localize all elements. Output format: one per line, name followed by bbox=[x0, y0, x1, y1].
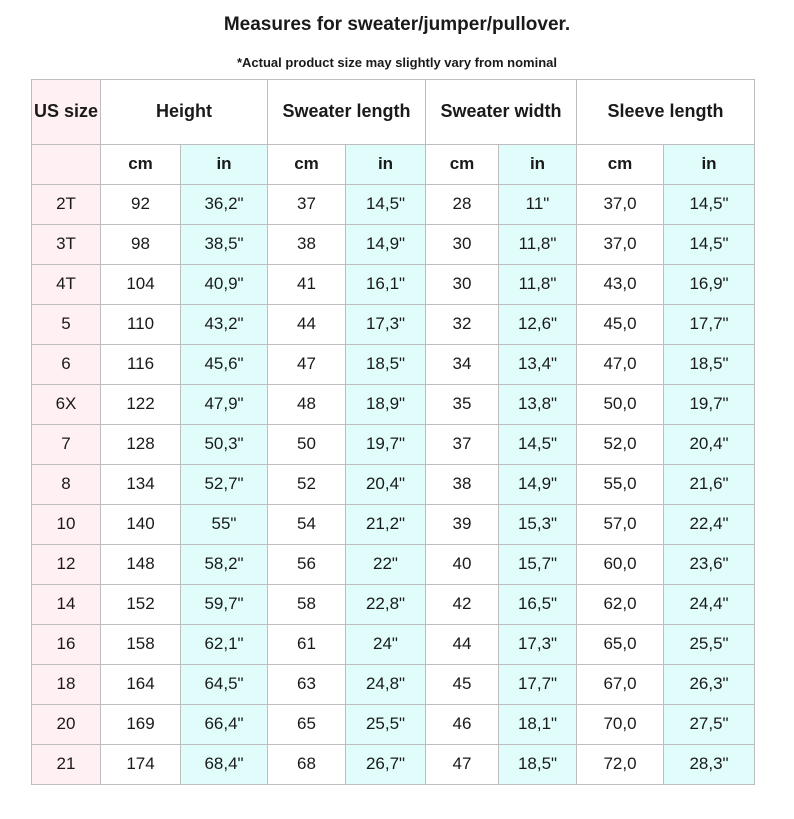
unit-width-cm: cm bbox=[426, 145, 499, 185]
cell-height-cm: 92 bbox=[101, 185, 181, 225]
cell-length-in: 16,1" bbox=[346, 265, 426, 305]
cell-height-in: 43,2" bbox=[181, 305, 268, 345]
unit-height-cm: cm bbox=[101, 145, 181, 185]
cell-width-in: 11,8" bbox=[499, 225, 577, 265]
cell-height-cm: 174 bbox=[101, 745, 181, 785]
table-row bbox=[32, 225, 755, 265]
cell-length-cm: 50 bbox=[268, 425, 346, 465]
unit-height-in: in bbox=[181, 145, 268, 185]
cell-length-cm: 54 bbox=[268, 505, 346, 545]
cell-width-cm: 38 bbox=[426, 465, 499, 505]
cell-size: 12 bbox=[32, 545, 101, 585]
cell-sleeve-cm: 50,0 bbox=[577, 385, 664, 425]
unit-sleeve-cm: cm bbox=[577, 145, 664, 185]
cell-size: 3T bbox=[32, 225, 101, 265]
unit-length-in: in bbox=[346, 145, 426, 185]
cell-sleeve-cm: 70,0 bbox=[577, 705, 664, 745]
unit-width-in: in bbox=[499, 145, 577, 185]
table-row bbox=[32, 465, 755, 505]
cell-sleeve-in: 18,5" bbox=[664, 345, 755, 385]
cell-width-in: 18,1" bbox=[499, 705, 577, 745]
cell-size: 16 bbox=[32, 625, 101, 665]
cell-length-in: 18,9" bbox=[346, 385, 426, 425]
cell-sleeve-cm: 47,0 bbox=[577, 345, 664, 385]
header-sleeve-length: Sleeve length bbox=[577, 80, 755, 145]
cell-height-in: 55" bbox=[181, 505, 268, 545]
cell-height-cm: 169 bbox=[101, 705, 181, 745]
unit-sleeve-in: in bbox=[664, 145, 755, 185]
cell-length-in: 24" bbox=[346, 625, 426, 665]
cell-length-cm: 38 bbox=[268, 225, 346, 265]
cell-sleeve-in: 19,7" bbox=[664, 385, 755, 425]
cell-sleeve-in: 26,3" bbox=[664, 665, 755, 705]
cell-size: 18 bbox=[32, 665, 101, 705]
cell-height-in: 66,4" bbox=[181, 705, 268, 745]
cell-length-in: 17,3" bbox=[346, 305, 426, 345]
cell-height-in: 45,6" bbox=[181, 345, 268, 385]
cell-width-in: 11" bbox=[499, 185, 577, 225]
cell-length-cm: 61 bbox=[268, 625, 346, 665]
cell-sleeve-cm: 72,0 bbox=[577, 745, 664, 785]
cell-size: 6X bbox=[32, 385, 101, 425]
cell-sleeve-in: 17,7" bbox=[664, 305, 755, 345]
cell-height-cm: 134 bbox=[101, 465, 181, 505]
cell-height-in: 58,2" bbox=[181, 545, 268, 585]
unit-size-blank bbox=[32, 145, 101, 185]
cell-length-in: 21,2" bbox=[346, 505, 426, 545]
cell-length-cm: 47 bbox=[268, 345, 346, 385]
cell-size: 4T bbox=[32, 265, 101, 305]
cell-height-cm: 110 bbox=[101, 305, 181, 345]
table-row bbox=[32, 545, 755, 585]
cell-length-in: 18,5" bbox=[346, 345, 426, 385]
cell-sleeve-cm: 52,0 bbox=[577, 425, 664, 465]
cell-height-cm: 140 bbox=[101, 505, 181, 545]
header-sweater-width: Sweater width bbox=[426, 80, 577, 145]
cell-sleeve-cm: 57,0 bbox=[577, 505, 664, 545]
header-row bbox=[32, 80, 755, 145]
cell-length-in: 19,7" bbox=[346, 425, 426, 465]
cell-height-in: 52,7" bbox=[181, 465, 268, 505]
cell-width-in: 15,3" bbox=[499, 505, 577, 545]
cell-height-in: 59,7" bbox=[181, 585, 268, 625]
cell-sleeve-in: 22,4" bbox=[664, 505, 755, 545]
table-row bbox=[32, 505, 755, 545]
table-row bbox=[32, 385, 755, 425]
table-row bbox=[32, 745, 755, 785]
cell-width-cm: 28 bbox=[426, 185, 499, 225]
page-subtitle: *Actual product size may slightly vary from nominal bbox=[236, 55, 558, 70]
cell-sleeve-in: 27,5" bbox=[664, 705, 755, 745]
cell-height-in: 47,9" bbox=[181, 385, 268, 425]
header-height: Height bbox=[101, 80, 268, 145]
cell-length-in: 22,8" bbox=[346, 585, 426, 625]
cell-sleeve-in: 14,5" bbox=[664, 225, 755, 265]
cell-sleeve-in: 23,6" bbox=[664, 545, 755, 585]
cell-size: 10 bbox=[32, 505, 101, 545]
cell-length-cm: 37 bbox=[268, 185, 346, 225]
cell-sleeve-cm: 43,0 bbox=[577, 265, 664, 305]
cell-length-cm: 44 bbox=[268, 305, 346, 345]
cell-sleeve-in: 28,3" bbox=[664, 745, 755, 785]
cell-width-in: 15,7" bbox=[499, 545, 577, 585]
header-sweater-length: Sweater length bbox=[268, 80, 426, 145]
cell-sleeve-cm: 67,0 bbox=[577, 665, 664, 705]
cell-width-cm: 45 bbox=[426, 665, 499, 705]
cell-width-cm: 37 bbox=[426, 425, 499, 465]
cell-width-in: 12,6" bbox=[499, 305, 577, 345]
cell-width-cm: 32 bbox=[426, 305, 499, 345]
cell-sleeve-in: 24,4" bbox=[664, 585, 755, 625]
table-row bbox=[32, 305, 755, 345]
cell-sleeve-in: 20,4" bbox=[664, 425, 755, 465]
cell-length-in: 20,4" bbox=[346, 465, 426, 505]
cell-width-in: 18,5" bbox=[499, 745, 577, 785]
cell-length-in: 24,8" bbox=[346, 665, 426, 705]
cell-height-cm: 122 bbox=[101, 385, 181, 425]
cell-width-cm: 39 bbox=[426, 505, 499, 545]
cell-width-in: 17,7" bbox=[499, 665, 577, 705]
cell-height-cm: 116 bbox=[101, 345, 181, 385]
unit-length-cm: cm bbox=[268, 145, 346, 185]
cell-size: 2T bbox=[32, 185, 101, 225]
cell-width-in: 13,4" bbox=[499, 345, 577, 385]
page-title: Measures for sweater/jumper/pullover. bbox=[223, 14, 571, 35]
cell-sleeve-in: 25,5" bbox=[664, 625, 755, 665]
cell-length-in: 25,5" bbox=[346, 705, 426, 745]
table-row bbox=[32, 705, 755, 745]
cell-height-cm: 164 bbox=[101, 665, 181, 705]
cell-size: 21 bbox=[32, 745, 101, 785]
cell-length-in: 22" bbox=[346, 545, 426, 585]
cell-width-cm: 35 bbox=[426, 385, 499, 425]
cell-sleeve-cm: 62,0 bbox=[577, 585, 664, 625]
cell-size: 7 bbox=[32, 425, 101, 465]
cell-height-cm: 128 bbox=[101, 425, 181, 465]
cell-size: 5 bbox=[32, 305, 101, 345]
cell-width-cm: 44 bbox=[426, 625, 499, 665]
cell-sleeve-in: 16,9" bbox=[664, 265, 755, 305]
cell-length-in: 14,9" bbox=[346, 225, 426, 265]
table-row bbox=[32, 345, 755, 385]
cell-height-in: 36,2" bbox=[181, 185, 268, 225]
cell-sleeve-cm: 37,0 bbox=[577, 225, 664, 265]
cell-sleeve-cm: 37,0 bbox=[577, 185, 664, 225]
cell-width-cm: 30 bbox=[426, 225, 499, 265]
size-chart-table bbox=[31, 79, 755, 785]
cell-height-cm: 98 bbox=[101, 225, 181, 265]
cell-width-in: 14,9" bbox=[499, 465, 577, 505]
cell-height-cm: 158 bbox=[101, 625, 181, 665]
cell-size: 14 bbox=[32, 585, 101, 625]
cell-length-cm: 48 bbox=[268, 385, 346, 425]
cell-height-in: 40,9" bbox=[181, 265, 268, 305]
cell-length-cm: 56 bbox=[268, 545, 346, 585]
table-row bbox=[32, 265, 755, 305]
table-row bbox=[32, 585, 755, 625]
cell-sleeve-cm: 45,0 bbox=[577, 305, 664, 345]
cell-length-in: 14,5" bbox=[346, 185, 426, 225]
cell-sleeve-cm: 55,0 bbox=[577, 465, 664, 505]
cell-size: 20 bbox=[32, 705, 101, 745]
unit-row bbox=[32, 145, 755, 185]
cell-width-in: 16,5" bbox=[499, 585, 577, 625]
cell-length-cm: 58 bbox=[268, 585, 346, 625]
cell-width-in: 14,5" bbox=[499, 425, 577, 465]
cell-height-cm: 152 bbox=[101, 585, 181, 625]
cell-sleeve-cm: 60,0 bbox=[577, 545, 664, 585]
cell-width-in: 13,8" bbox=[499, 385, 577, 425]
cell-height-cm: 148 bbox=[101, 545, 181, 585]
cell-height-in: 50,3" bbox=[181, 425, 268, 465]
table-row bbox=[32, 665, 755, 705]
cell-length-cm: 41 bbox=[268, 265, 346, 305]
cell-width-cm: 46 bbox=[426, 705, 499, 745]
cell-sleeve-cm: 65,0 bbox=[577, 625, 664, 665]
cell-length-cm: 63 bbox=[268, 665, 346, 705]
table-row bbox=[32, 425, 755, 465]
header-us-size: US size bbox=[32, 80, 101, 145]
cell-length-cm: 65 bbox=[268, 705, 346, 745]
cell-height-in: 38,5" bbox=[181, 225, 268, 265]
cell-width-in: 11,8" bbox=[499, 265, 577, 305]
cell-size: 6 bbox=[32, 345, 101, 385]
cell-sleeve-in: 14,5" bbox=[664, 185, 755, 225]
cell-length-cm: 68 bbox=[268, 745, 346, 785]
cell-height-in: 62,1" bbox=[181, 625, 268, 665]
cell-width-in: 17,3" bbox=[499, 625, 577, 665]
cell-length-in: 26,7" bbox=[346, 745, 426, 785]
table-row bbox=[32, 625, 755, 665]
cell-width-cm: 30 bbox=[426, 265, 499, 305]
cell-height-cm: 104 bbox=[101, 265, 181, 305]
cell-width-cm: 47 bbox=[426, 745, 499, 785]
cell-length-cm: 52 bbox=[268, 465, 346, 505]
cell-width-cm: 40 bbox=[426, 545, 499, 585]
cell-sleeve-in: 21,6" bbox=[664, 465, 755, 505]
cell-height-in: 68,4" bbox=[181, 745, 268, 785]
cell-width-cm: 42 bbox=[426, 585, 499, 625]
table-row bbox=[32, 185, 755, 225]
cell-size: 8 bbox=[32, 465, 101, 505]
cell-width-cm: 34 bbox=[426, 345, 499, 385]
cell-height-in: 64,5" bbox=[181, 665, 268, 705]
